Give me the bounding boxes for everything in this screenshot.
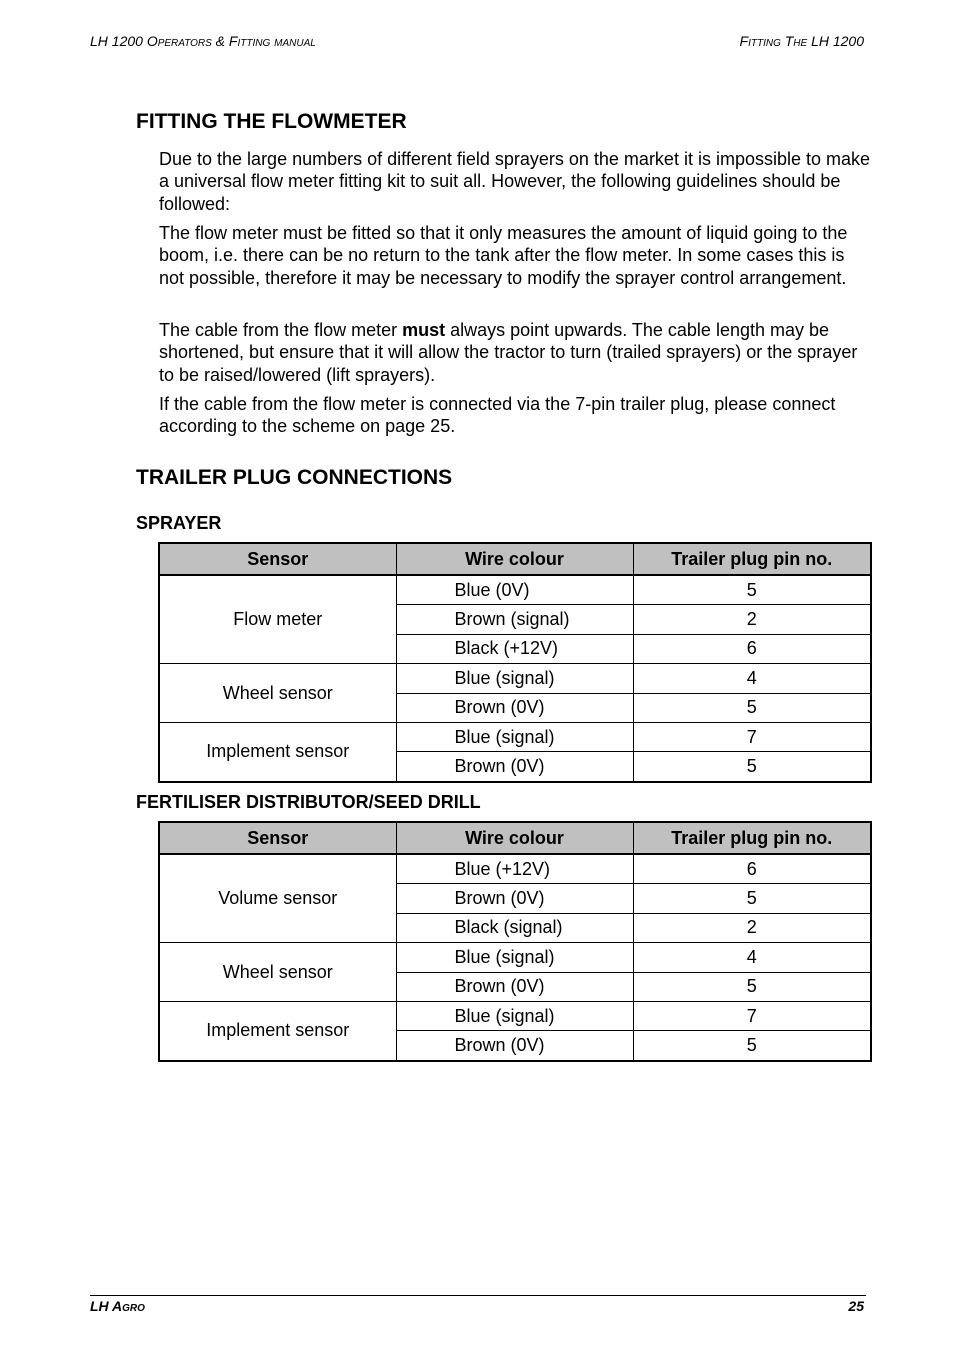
pin-number-cell: 7 <box>633 1001 871 1030</box>
table-row <box>159 722 871 751</box>
table-header-row <box>159 543 871 575</box>
column-header-wire: Wire colour <box>396 822 633 854</box>
pin-number-cell: 6 <box>633 854 871 884</box>
paragraph-trailer-plug: If the cable from the flow meter is connected via the 7-pin trailer plug, please connect according to the scheme on page 25. <box>159 394 836 437</box>
header-chapter-title: Fitting The LH 1200 <box>739 33 864 49</box>
column-header-pin: Trailer plug pin no. <box>633 822 871 854</box>
pin-number-cell: 5 <box>633 575 871 605</box>
pin-number-cell: 2 <box>633 605 871 634</box>
wire-colour-cell: Brown (0V) <box>396 693 633 722</box>
table-row <box>159 575 871 605</box>
wire-colour-cell: Black (+12V) <box>396 634 633 663</box>
pin-number-cell: 5 <box>633 884 871 913</box>
wire-colour-cell: Black (signal) <box>396 913 633 942</box>
fertiliser-pin-table <box>158 821 872 1062</box>
page-header <box>90 33 864 49</box>
table-header-row <box>159 822 871 854</box>
wire-colour-cell: Brown (0V) <box>396 972 633 1001</box>
pin-number-cell: 5 <box>633 752 871 782</box>
wire-colour-cell: Brown (signal) <box>396 605 633 634</box>
wire-colour-cell: Brown (0V) <box>396 1031 633 1061</box>
cable-text-post: always point upwards. The cable length may be shortened, but ensure that it will allow the tractor to turn (trailed sprayers) or the sprayer to be raised/lowered (lift sprayers). <box>159 320 858 385</box>
footer-company: LH Agro <box>90 1298 145 1314</box>
wire-colour-cell: Blue (signal) <box>396 943 633 972</box>
pin-number-cell: 5 <box>633 1031 871 1061</box>
section-title-flowmeter: FITTING THE FLOWMETER <box>136 110 407 133</box>
wire-colour-cell: Blue (signal) <box>396 722 633 751</box>
page-number: 25 <box>848 1298 864 1314</box>
subsection-title-fertiliser: FERTILISER DISTRIBUTOR/SEED DRILL <box>136 792 481 812</box>
wire-colour-cell: Brown (0V) <box>396 884 633 913</box>
page-footer <box>90 1298 864 1314</box>
wire-colour-cell: Blue (signal) <box>396 664 633 693</box>
table-row <box>159 943 871 972</box>
pin-number-cell: 5 <box>633 972 871 1001</box>
column-header-sensor: Sensor <box>159 543 396 575</box>
section-title-trailer-plug: TRAILER PLUG CONNECTIONS <box>136 466 453 489</box>
column-header-sensor: Sensor <box>159 822 396 854</box>
sensor-cell: Volume sensor <box>159 854 396 943</box>
pin-number-cell: 7 <box>633 722 871 751</box>
sensor-cell: Implement sensor <box>159 722 396 781</box>
wire-colour-cell: Blue (+12V) <box>396 854 633 884</box>
paragraph-fitting: The flow meter must be fitted so that it only measures the amount of liquid going to the boom, i.e. there can be no return to the tank after the flow meter. In some cases this is not possible, therefore it may be necessary to modify the sprayer control arrangement. <box>159 223 848 288</box>
subsection-title-sprayer: SPRAYER <box>136 513 222 533</box>
pin-number-cell: 4 <box>633 943 871 972</box>
table-row <box>159 854 871 884</box>
pin-number-cell: 4 <box>633 664 871 693</box>
table-row <box>159 1001 871 1030</box>
sensor-cell: Flow meter <box>159 575 396 664</box>
column-header-pin: Trailer plug pin no. <box>633 543 871 575</box>
wire-colour-cell: Blue (0V) <box>396 575 633 605</box>
header-manual-title: LH 1200 Operators & Fitting manual <box>90 33 316 49</box>
paragraph-cable <box>159 319 871 386</box>
pin-number-cell: 2 <box>633 913 871 942</box>
sensor-cell: Wheel sensor <box>159 943 396 1002</box>
wire-colour-cell: Blue (signal) <box>396 1001 633 1030</box>
cable-text-emphasis: must <box>402 320 446 340</box>
paragraph-intro: Due to the large numbers of different field sprayers on the market it is impossible to make a universal flow meter fitting kit to suit all. However, the following guidelines should be followed: <box>159 149 871 214</box>
wire-colour-cell: Brown (0V) <box>396 752 633 782</box>
table-row <box>159 664 871 693</box>
sprayer-pin-table <box>158 542 872 783</box>
cable-text-pre: The cable from the flow meter <box>159 320 403 340</box>
footer-divider <box>90 1295 866 1296</box>
column-header-wire: Wire colour <box>396 543 633 575</box>
sensor-cell: Implement sensor <box>159 1001 396 1060</box>
sensor-cell: Wheel sensor <box>159 664 396 723</box>
pin-number-cell: 5 <box>633 693 871 722</box>
pin-number-cell: 6 <box>633 634 871 663</box>
